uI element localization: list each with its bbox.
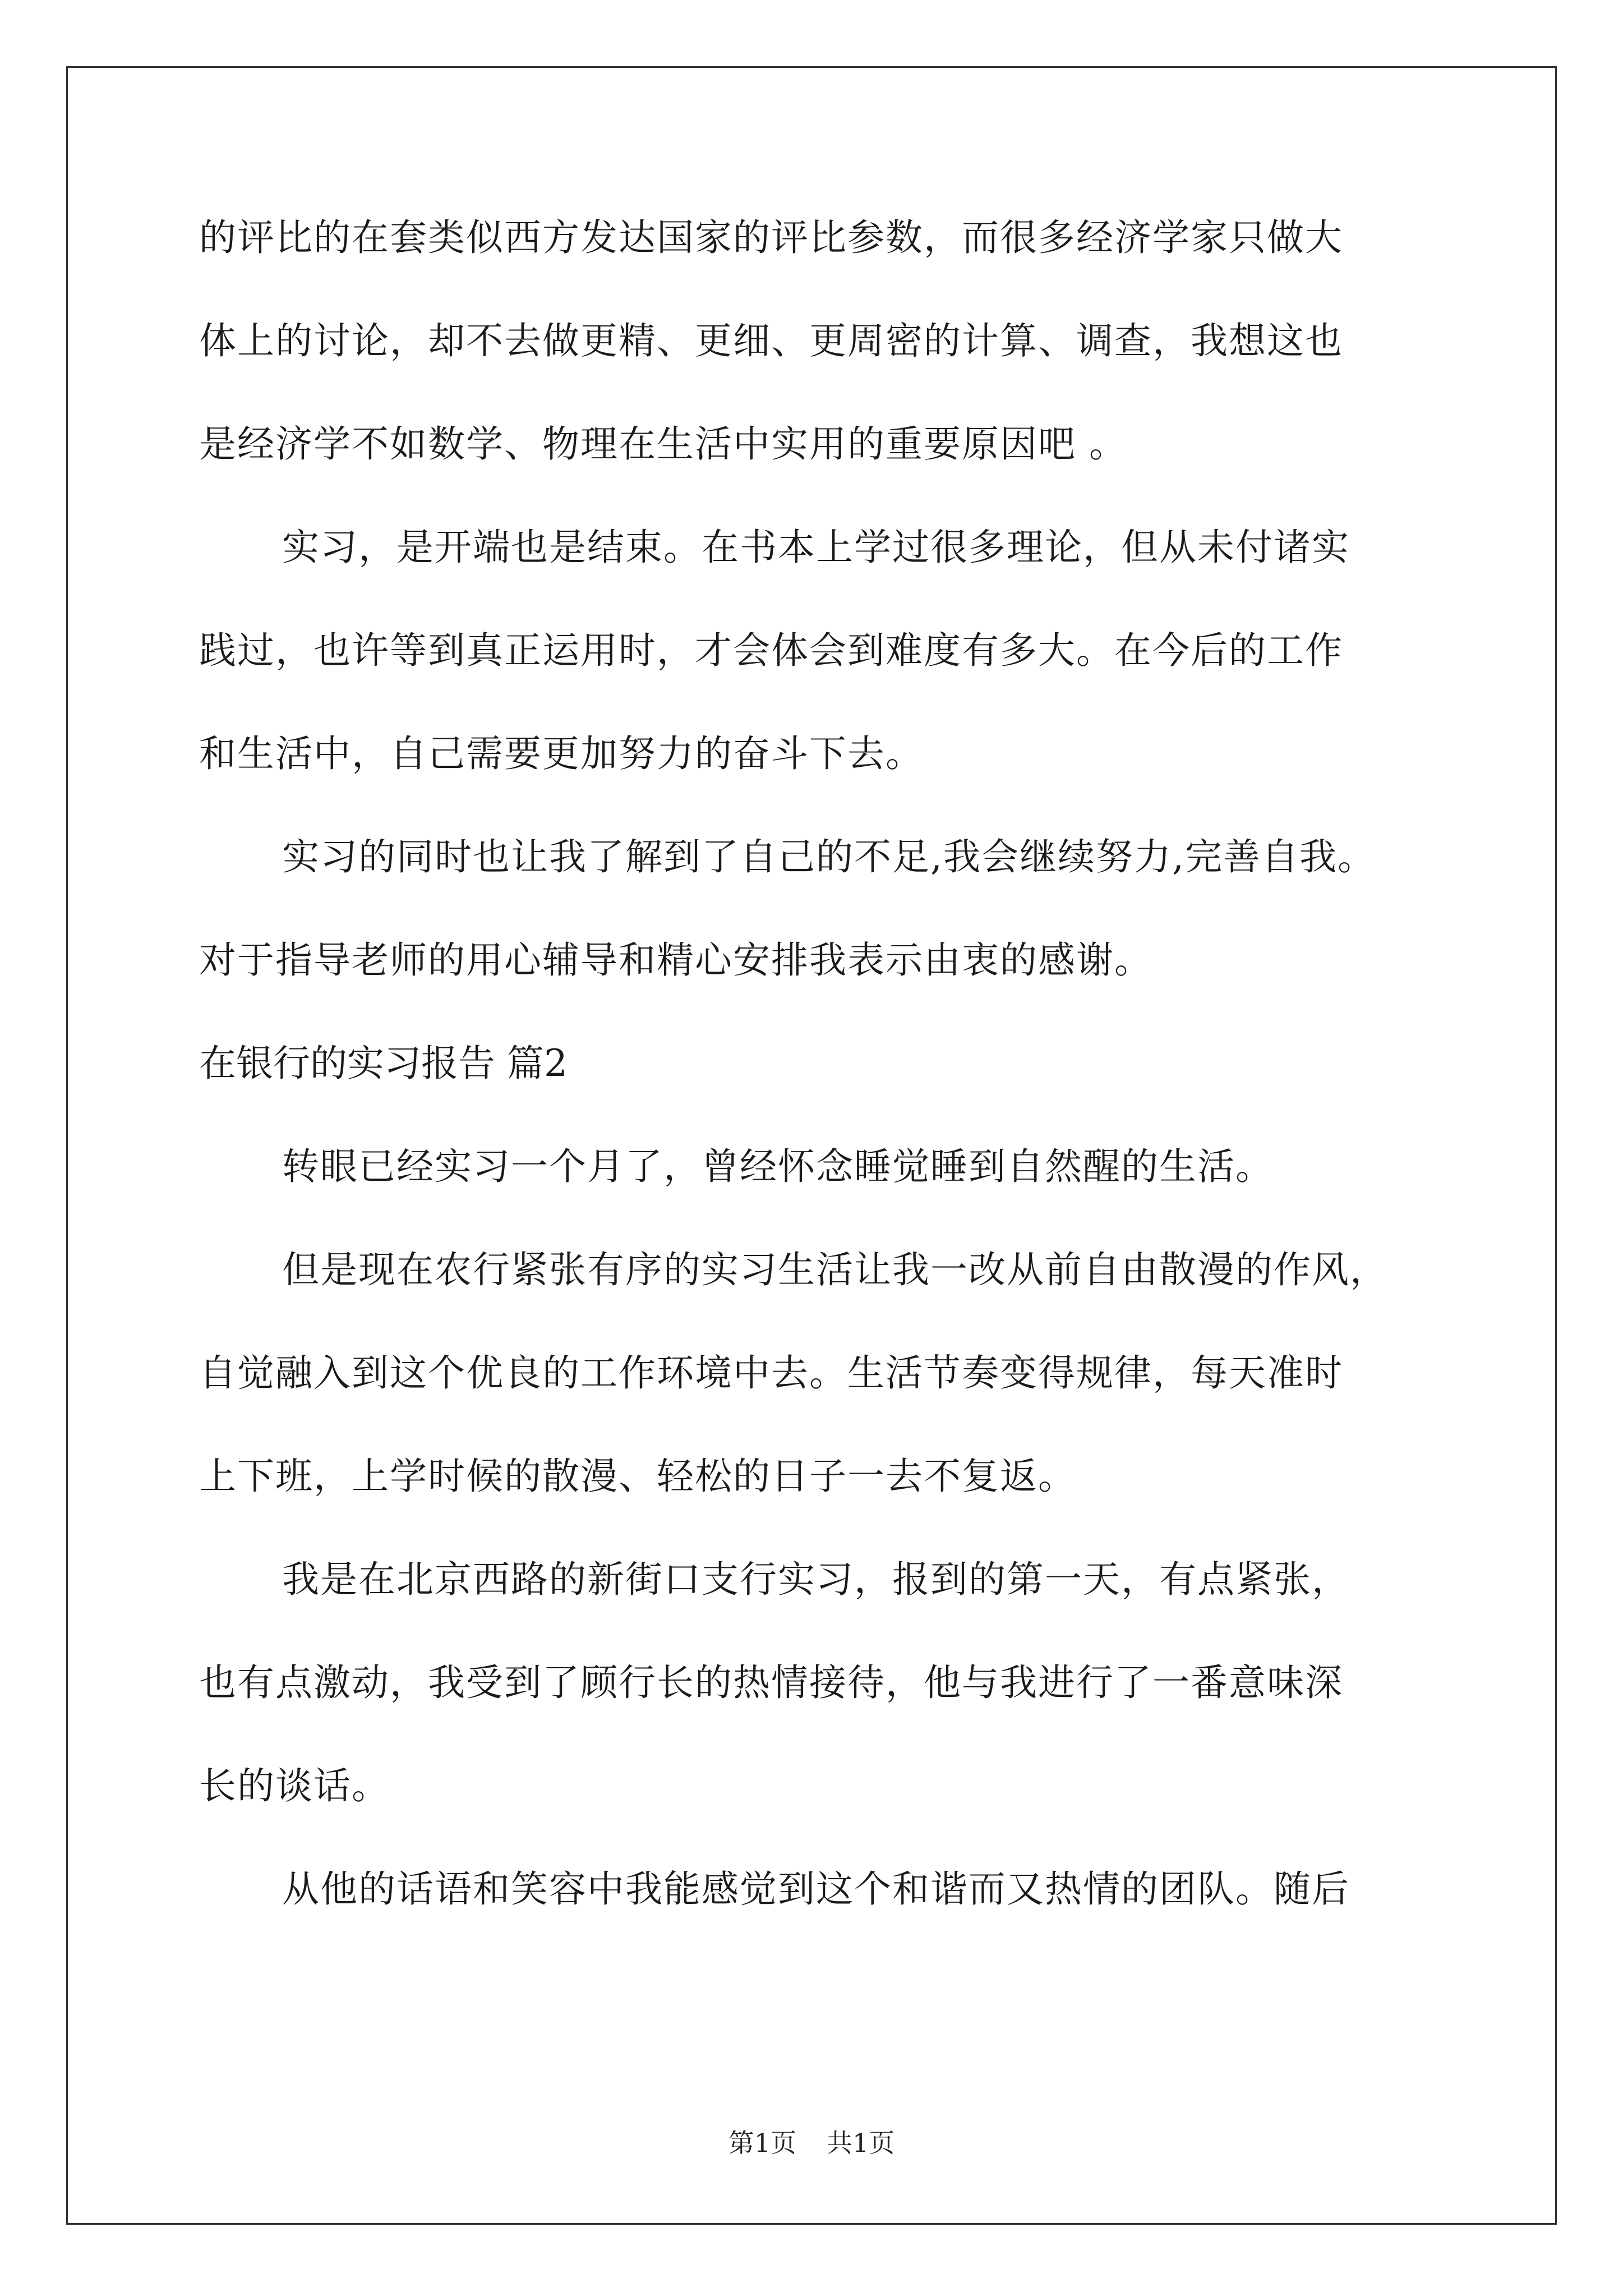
text-line: 和生活中，自己需要更加努力的奋斗下去。 xyxy=(199,732,924,775)
text-line: 自觉融入到这个优良的工作环境中去。生活节奏变得规律，每天准时 xyxy=(199,1351,1343,1395)
text-line: 长的谈话。 xyxy=(199,1764,390,1807)
section-heading: 在银行的实习报告 篇2 xyxy=(199,1042,568,1085)
text-line: 转眼已经实习一个月了，曾经怀念睡觉睡到自然醒的生活。 xyxy=(282,1145,1274,1188)
text-line: 体上的讨论，却不去做更精、更细、更周密的计算、调查，我想这也 xyxy=(199,319,1343,362)
document-body xyxy=(199,213,1433,1914)
text-line: 我是在北京西路的新街口支行实习，报到的第一天，有点紧张， xyxy=(282,1558,1350,1601)
text-line: 从他的话语和笑容中我能感觉到这个和谐而又热情的团队。随后 xyxy=(282,1867,1350,1911)
text-line: 是经济学不如数学、物理在生活中实用的重要原因吧 。 xyxy=(199,422,1127,466)
text-line: 实习的同时也让我了解到了自己的不足,我会继续努力,完善自我。 xyxy=(282,835,1376,878)
text-line: 的评比的在套类似西方发达国家的评比参数，而很多经济学家只做大 xyxy=(199,216,1343,259)
text-line: 也有点激动，我受到了顾行长的热情接待，他与我进行了一番意味深 xyxy=(199,1661,1343,1704)
page-footer xyxy=(0,2126,1623,2160)
text-line: 上下班，上学时候的散漫、轻松的日子一去不复返。 xyxy=(199,1455,1076,1498)
text-line: 践过，也许等到真正运用时，才会体会到难度有多大。在今后的工作 xyxy=(199,629,1343,672)
text-line: 对于指导老师的用心辅导和精心安排我表示由衷的感谢。 xyxy=(199,938,1152,982)
text-line: 但是现在农行紧张有序的实习生活让我一改从前自由散漫的作风， xyxy=(282,1248,1388,1291)
page-number-total: 共1页 xyxy=(827,2128,895,2158)
page-number-current: 第1页 xyxy=(728,2128,796,2158)
text-line: 实习，是开端也是结束。在书本上学过很多理论，但从未付诸实 xyxy=(282,526,1350,569)
